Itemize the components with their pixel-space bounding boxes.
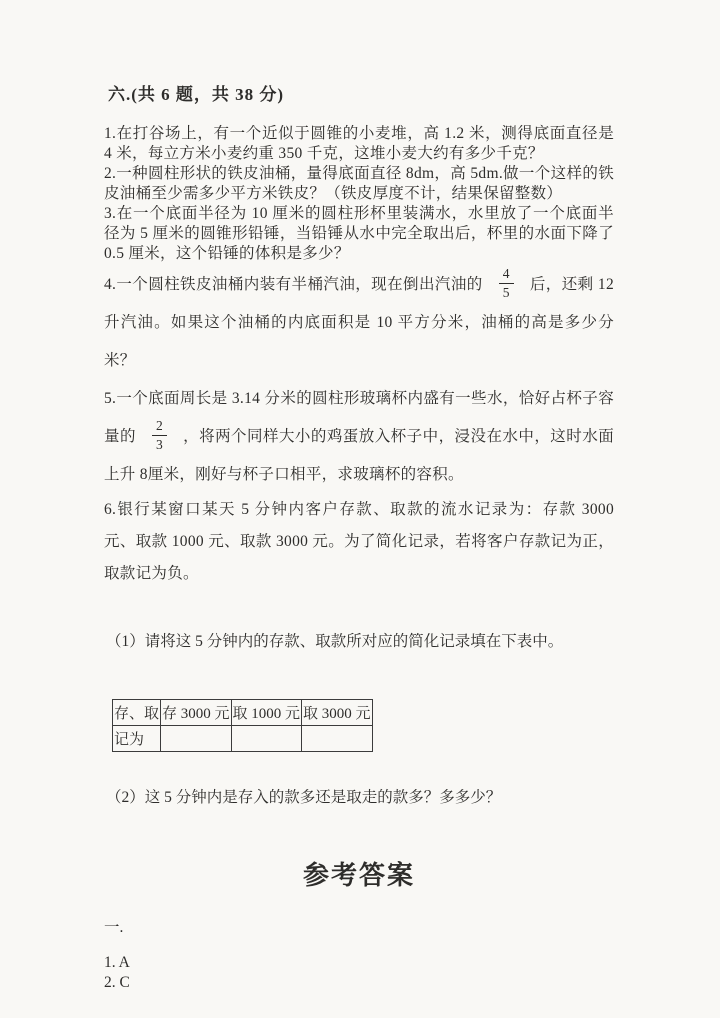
table-blank-cell-1	[161, 726, 232, 752]
question-6-sub-2: （2）这 5 分钟内是存入的款多还是取走的款多？多多少？	[106, 789, 502, 806]
table-blank-cell-3	[302, 726, 373, 752]
answers-section-marker: 一.	[104, 919, 124, 936]
question-4-text-line2: 汽油。如果这个油桶的内底面积是 10 平方分米，油桶的高是多少分米？	[104, 314, 614, 369]
question-1: 1.在打谷场上，有一个近似于圆锥的小麦堆，高 1.2 米，测得底面直径是 4 米，每立方米小麦约重 350 千克，这堆小麦大约有多少千克？	[104, 125, 614, 162]
answer-item-2: 2. C	[104, 974, 130, 991]
question-3: 3.在一个底面半径为 10 厘米的圆柱形杯里装满水，水里放了一个底面半径为 5 厘米的圆锥形铅锤，当铅锤从水中完全取出后，杯里的水面下降了 0.5 厘米，这个铅锤的体积是多少？	[104, 205, 614, 262]
section-title: 六.(共 6 题，共 38 分)	[108, 85, 285, 104]
table-header-deposit-3000: 存 3000 元	[161, 700, 232, 726]
question-4-text-after: 后，还剩 12 升	[104, 276, 614, 331]
question-4	[104, 266, 614, 380]
table-header-withdraw-3000: 取 3000 元	[302, 700, 373, 726]
answer-item-1: 1. A	[104, 954, 130, 971]
fraction-denominator: 5	[502, 284, 510, 300]
question-5	[104, 380, 614, 494]
fraction-numerator: 2	[152, 418, 167, 436]
question-5-text-line1: 5.一个底面周长是 3.14 分米的圆柱形玻璃杯内盛有一些水，恰好占杯子容量的	[104, 390, 614, 445]
question-6: 6.银行某窗口某天 5 分钟内客户存款、取款的流水记录为：存款 3000 元、取款 1000 元、取款 3000 元。为了简化记录，若将客户存款记为正，取款记为负。	[104, 501, 614, 582]
answers-title: 参考答案	[302, 861, 415, 890]
table-answer-row	[113, 726, 373, 752]
question-5-text-line3: 厘米，刚好与杯子口相平，求玻璃杯的容积。	[147, 466, 464, 483]
table-row-label: 记为	[113, 726, 161, 752]
table-blank-cell-2	[231, 726, 302, 752]
table-header-row	[113, 700, 373, 726]
question-4-text-before: 4.一个圆柱铁皮油桶内装有半桶汽油，现在倒出汽油的	[104, 276, 483, 293]
deposit-record-table	[112, 699, 373, 752]
fraction-denominator: 3	[155, 436, 163, 452]
question-6-sub-1: （1）请将这 5 分钟内的存款、取款所对应的简化记录填在下表中。	[106, 633, 564, 650]
fraction-numerator: 4	[499, 266, 514, 284]
fraction-2-3	[152, 418, 167, 452]
fraction-4-5	[499, 266, 514, 300]
question-2: 2.一种圆柱形状的铁皮油桶，量得底面直径 8dm，高 5dm.做一个这样的铁皮油桶至少需多少平方米铁皮？（铁皮厚度不计，结果保留整数）	[104, 165, 614, 202]
table-header-type: 存、取	[113, 700, 161, 726]
table-header-withdraw-1000: 取 1000 元	[231, 700, 302, 726]
question-5-text-after: ，将两个同样大小的鸡蛋放入杯子中，浸没在水中，这时水面上升 8	[104, 428, 614, 483]
